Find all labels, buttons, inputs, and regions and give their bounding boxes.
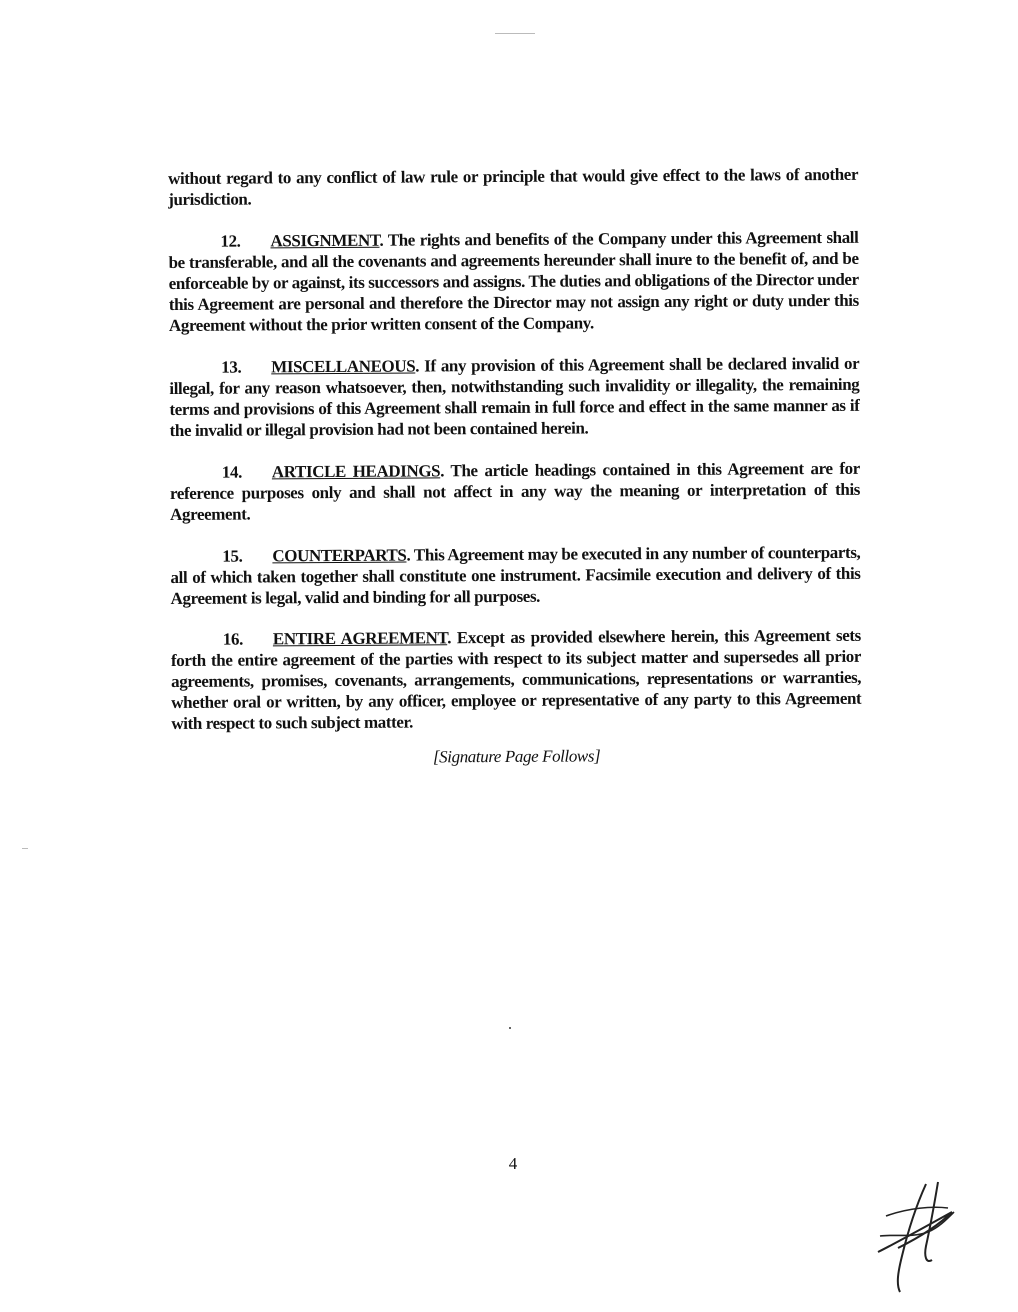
section-heading: ASSIGNMENT xyxy=(270,230,380,251)
scan-artifact-dot xyxy=(509,1027,511,1029)
section-body: . Except as provided elsewhere herein, this Agreement sets forth the entire agreement of the parties with respect to its subject matter and supersedes all prior agreements, promises, covenants, arrangements, communications, representations or warranties, whether oral or written, by any officer, employee or representative of any party to this Agreement with respect to such subject matter. xyxy=(170,625,862,733)
section-13 xyxy=(169,353,860,441)
section-number: 13. xyxy=(221,357,242,377)
section-number: 14. xyxy=(221,462,242,482)
section-14 xyxy=(170,458,860,525)
section-12 xyxy=(168,227,859,336)
section-heading: COUNTERPARTS xyxy=(272,545,407,566)
section-number: 15. xyxy=(222,546,243,566)
section-15 xyxy=(170,542,860,609)
section-heading: ARTICLE HEADINGS xyxy=(271,461,441,482)
continuation-paragraph xyxy=(168,164,858,210)
section-number: 16. xyxy=(222,629,243,649)
section-body: . The article headings contained in this Agreement are for reference purposes only and shall not affect in any way the meaning or interpretation of this Agreement. xyxy=(169,458,861,524)
section-body: . If any provision of this Agreement shall be declared invalid or illegal, for any reason whatsoever, then, notwithstanding such invalidity or illegality, the remaining terms and provisions of this Agreement shall remain in full force and effect in the same manner as if the invalid or illegal provision had not been contained herein. xyxy=(169,353,860,440)
document-body xyxy=(168,164,862,767)
handwritten-initials xyxy=(868,1176,958,1296)
section-heading: ENTIRE AGREEMENT xyxy=(272,628,448,649)
section-body: . The rights and benefits of the Company under this Agreement shall be transferable, and all the covenants and agreements hereunder shall inure to the benefit of, and be enforceable by or against, its successors and assigns. The duties and obligations of the Director under this Agreement are personal and therefore the Director may not assign any right or duty under this Agreement without the prior written consent of the Company. xyxy=(168,227,859,335)
section-body: . This Agreement may be executed in any number of counterparts, all of which taken together shall constitute one instrument. Facsimile execution and delivery of this Agreement is legal, valid and binding for all purposes. xyxy=(170,542,861,608)
continuation-text: without regard to any conflict of law rule or principle that would give effect to the laws of another jurisdiction. xyxy=(168,164,859,209)
section-number: 12. xyxy=(220,231,241,251)
page-number: 4 xyxy=(508,1154,518,1173)
scan-artifact-top xyxy=(495,33,535,34)
section-heading: MISCELLANEOUS xyxy=(271,356,416,377)
signature-page-follows: [Signature Page Follows] xyxy=(432,746,601,767)
scan-artifact-left xyxy=(22,848,28,849)
section-16 xyxy=(171,625,862,734)
